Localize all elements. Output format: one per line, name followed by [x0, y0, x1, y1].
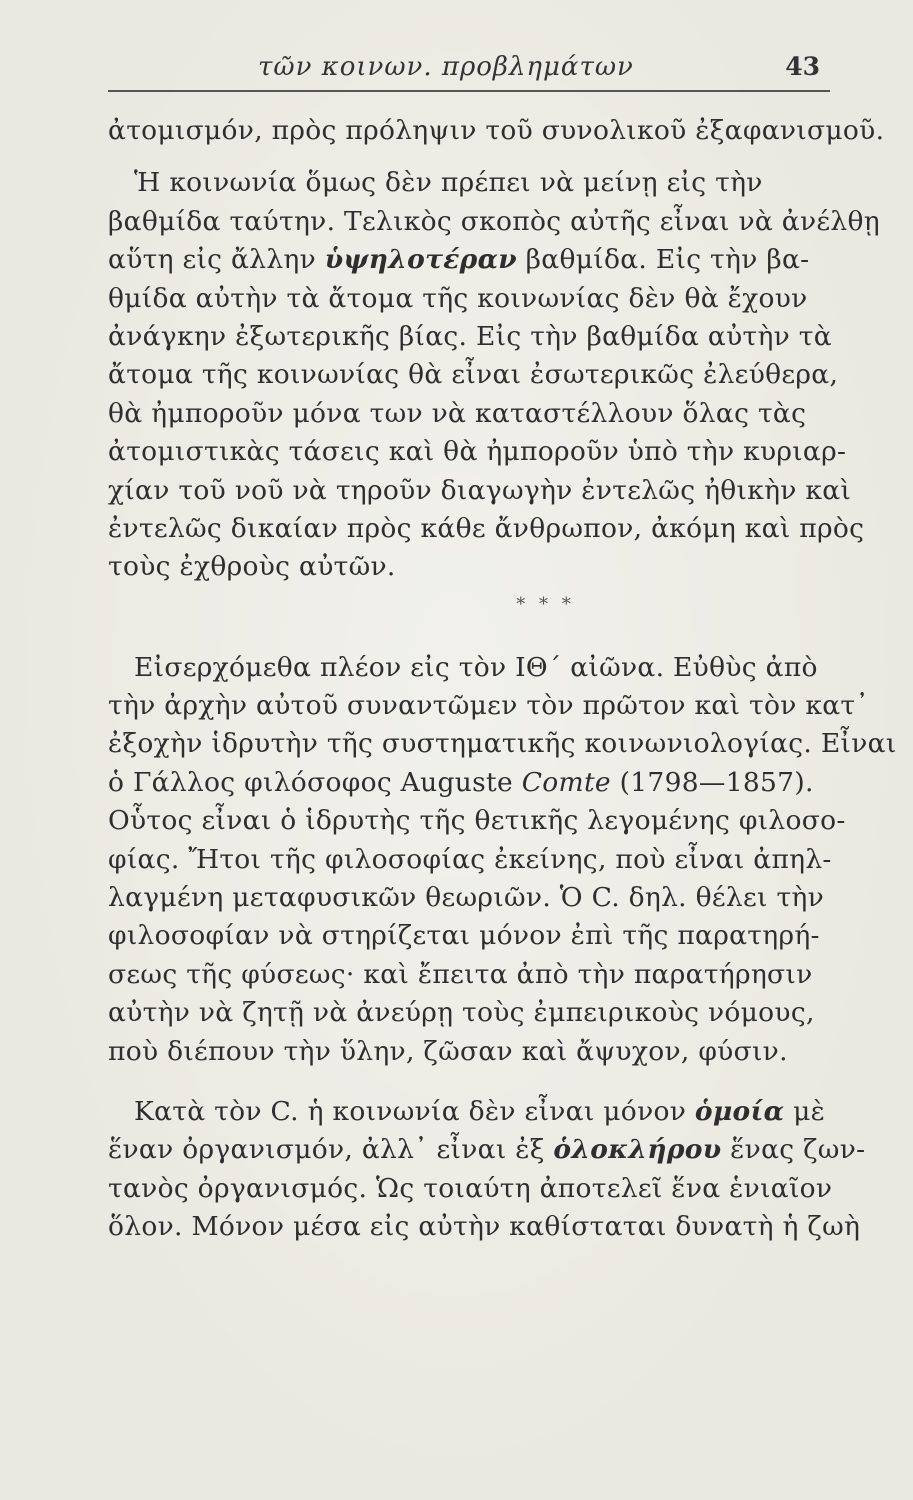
text-span: ἕνας ζων- — [721, 1134, 866, 1166]
text-span: ὁ Γάλλος φιλόσοφος Auguste — [108, 766, 522, 798]
text-span: ἕναν ὀργανισμόν, ἀλλ᾿ εἶναι ἐξ — [108, 1134, 554, 1166]
section-separator: * * * — [516, 593, 575, 615]
text-line: σεως τῆς φύσεως· καὶ ἔπειτα ἀπὸ τὴν παρατήρησιν — [108, 958, 813, 990]
text-line: φιλοσοφίαν νὰ στηρίζεται μόνον ἐπὶ τῆς παρατηρή- — [108, 920, 820, 952]
text-line: φίας. Ἤτοι τῆς φιλοσοφίας ἐκείνης, ποὺ εἶναι ἀπηλ- — [108, 843, 832, 875]
text-line — [108, 1131, 866, 1169]
text-span: βαθμίδα. Εἰς τὴν βα- — [516, 244, 810, 276]
text-line: ἀνάγκην ἐξωτερικῆς βίας. Εἰς τὴν βαθμίδα αὐτὴν τὰ — [108, 320, 832, 352]
text-line: Οὗτος εἶναι ὁ ἱδρυτὴς τῆς θετικῆς λεγομένης φιλοσο- — [108, 805, 846, 837]
text-line: βαθμίδα ταύτην. Τελικὸς σκοπὸς αὐτῆς εἶναι νὰ ἀνέλθῃ — [108, 205, 880, 237]
text-line: ἀτομιστικὰς τάσεις καὶ θὰ ἠμποροῦν ὑπὸ τὴν κυριαρ- — [108, 436, 847, 468]
text-line: τοὺς ἐχθροὺς αὐτῶν. — [108, 551, 396, 583]
text-line: ἀτομισμόν, πρὸς πρόληψιν τοῦ συνολικοῦ ἐξαφανισμοῦ. — [108, 115, 885, 146]
text-line: Ἡ κοινωνία ὅμως δὲν πρέπει νὰ μείνῃ εἰς τὴν — [134, 167, 763, 199]
text-span: (1798—1857). — [610, 766, 814, 798]
text-line — [108, 1093, 833, 1131]
emphasis-text: ὁμοία — [694, 1095, 785, 1127]
text-line: λαγμένη μεταφυσικῶν θεωριῶν. Ὁ C. δηλ. θέλει τὴν — [108, 882, 824, 914]
emphasis-text: Comte — [521, 766, 611, 798]
paragraph-1 — [108, 112, 885, 150]
text-line: ποὺ διέπουν τὴν ὕλην, ζῶσαν καὶ ἄψυχον, φύσιν. — [108, 1035, 788, 1067]
text-line: ὅλον. Μόνον μέσα εἰς αὐτὴν καθίσταται δυνατὴ ἡ ζωὴ — [108, 1211, 861, 1243]
text-line: θὰ ἠμποροῦν μόνα των νὰ καταστέλλουν ὅλας τὰς — [108, 397, 807, 429]
text-line: χίαν τοῦ νοῦ νὰ τηροῦν διαγωγὴν ἐντελῶς ἠθικὴν καὶ — [108, 474, 852, 506]
text-line: ἐξοχὴν ἱδρυτὴν τῆς συστηματικῆς κοινωνιολογίας. Εἶναι — [108, 728, 897, 760]
text-line: τὴν ἀρχὴν αὐτοῦ συναντῶμεν τὸν πρῶτον καὶ τὸν κατ᾿ — [108, 690, 869, 722]
text-span: μὲ — [784, 1095, 826, 1127]
paragraph-4 — [108, 1093, 866, 1247]
running-head: τῶν κοινων. προβλημάτων — [258, 52, 634, 82]
paragraph-3 — [108, 649, 897, 1071]
text-span: Κατὰ τὸν C. ἡ κοινωνία δὲν εἶναι μόνον — [134, 1095, 695, 1127]
text-line: αὐτὴν νὰ ζητῇ νὰ ἀνεύρῃ τοὺς ἐμπειρικοὺς νόμους, — [108, 997, 815, 1029]
text-line — [108, 764, 833, 802]
text-line: ἄτομα τῆς κοινωνίας θὰ εἶναι ἐσωτερικῶς ἐλεύθερα, — [108, 359, 839, 391]
paragraph-2 — [108, 164, 880, 586]
text-line: ἐντελῶς δικαίαν πρὸς κάθε ἄνθρωπον, ἀκόμη καὶ πρὸς — [108, 512, 865, 544]
text-line — [108, 241, 833, 279]
text-span: αὕτη εἰς ἄλλην — [108, 244, 325, 276]
header-rule — [108, 90, 830, 92]
body-text — [108, 112, 897, 1247]
text-line: θμίδα αὐτὴν τὰ ἄτομα τῆς κοινωνίας δὲν θὰ ἔχουν — [108, 282, 808, 314]
emphasis-text: ὁλοκλήρου — [553, 1134, 722, 1166]
text-line: τανὸς ὀργανισμός. Ὡς τοιαύτη ἀποτελεῖ ἕνα ἑνιαῖον — [108, 1172, 833, 1204]
page-number: 43 — [785, 52, 820, 81]
page-header — [108, 52, 830, 88]
emphasis-text: ὑψηλοτέραν — [324, 244, 517, 276]
text-line: Εἰσερχόμεθα πλέον εἰς τὸν ΙΘ´ αἰῶνα. Εὐθὺς ἀπὸ — [134, 651, 818, 683]
